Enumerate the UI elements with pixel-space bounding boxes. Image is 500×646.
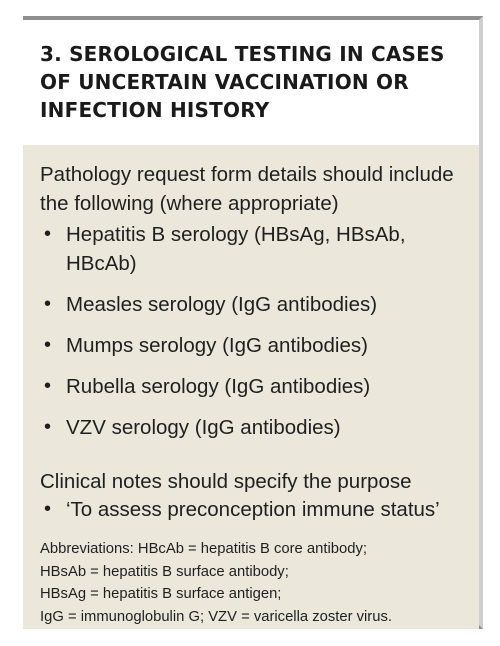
serology-list (40, 220, 470, 454)
box-content (23, 145, 479, 629)
list-item: • Measles serology (IgG antibodies) (40, 290, 470, 319)
clinical-notes-heading: Clinical notes should specify the purpose (40, 470, 412, 493)
list-item: • Mumps serology (IgG antibodies) (40, 331, 470, 360)
serological-testing-box (23, 16, 483, 629)
box-title: 3. SEROLOGICAL TESTING IN CASES OF UNCERTAIN VACCINATION OR INFECTION HISTORY (40, 42, 445, 122)
box-header (23, 20, 479, 145)
abbreviation-line: HBsAg = hepatitis B surface antigen; (40, 586, 282, 602)
list-item: • VZV serology (IgG antibodies) (40, 413, 470, 442)
list-item: • Hepatitis B serology (HBsAg, HBsAb, HBcAb) (40, 220, 470, 278)
list-item: • ‘To assess preconception immune status’ (40, 495, 470, 524)
abbreviations-note (40, 538, 470, 628)
intro-text: Pathology request form details should include the following (where appropriate) (40, 163, 454, 215)
abbreviation-line: IgG = immunoglobulin G; VZV = varicella zoster virus. (40, 608, 392, 625)
clinical-notes-list (40, 495, 470, 524)
abbreviation-line: Abbreviations: HBcAb = hepatitis B core antibody; (40, 541, 367, 557)
list-item: • Rubella serology (IgG antibodies) (40, 372, 470, 401)
abbreviation-line: HBsAb = hepatitis B surface antibody; (40, 563, 289, 580)
